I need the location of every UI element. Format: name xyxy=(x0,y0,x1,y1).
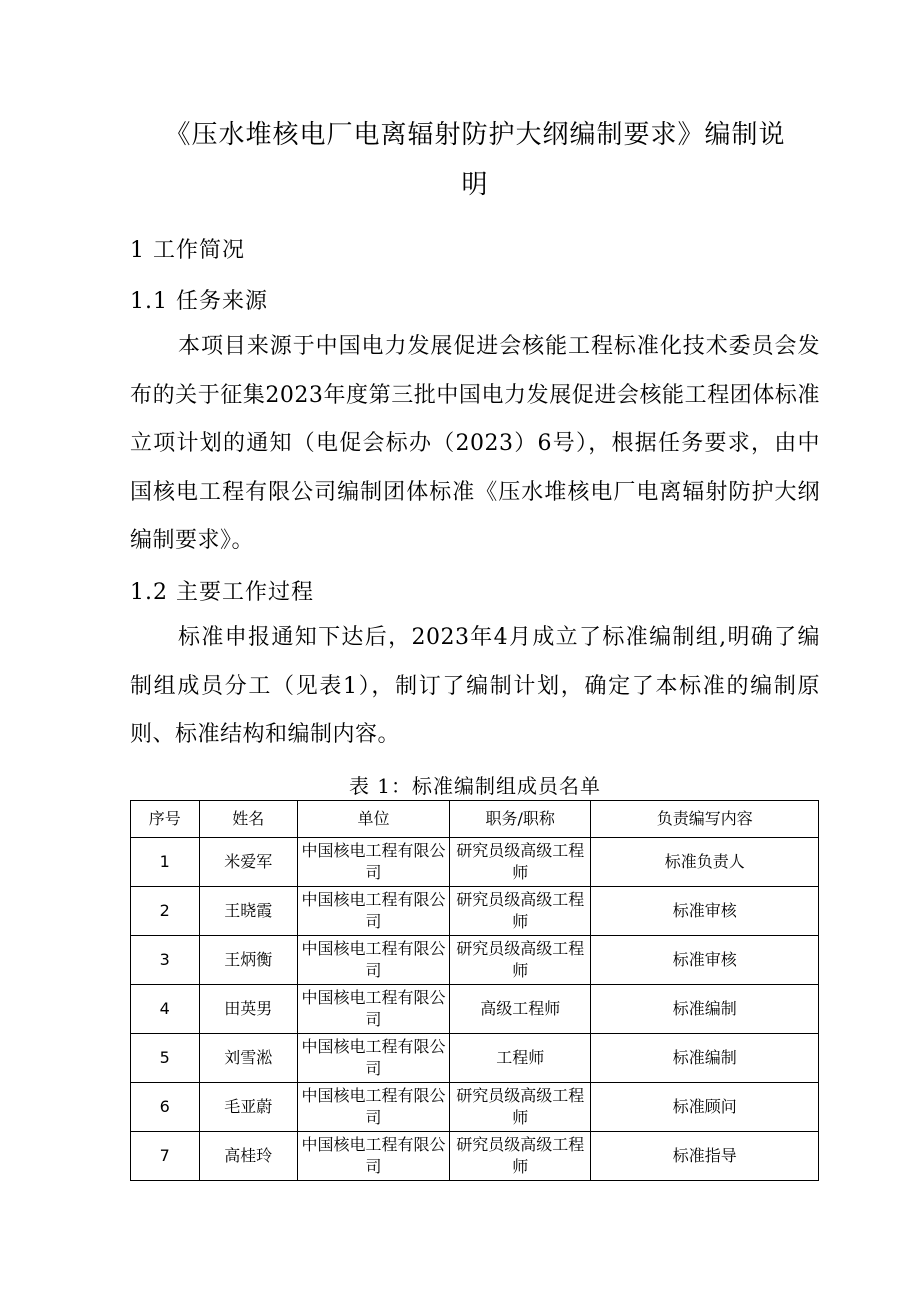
cell-duty: 标准顾问 xyxy=(591,1083,819,1132)
members-table xyxy=(130,800,819,1181)
cell-name: 王晓霞 xyxy=(199,887,298,936)
cell-name: 田英男 xyxy=(199,985,298,1034)
section-1-1-body: 本项目来源于中国电力发展促进会核能工程标准化技术委员会发布的关于征集2023年度第三批中国电力发展促进会核能工程团体标准立项计划的通知（电促会标办（2023）6号），根据任务要求，由中国核电工程有限公司编制团体标准《压水堆核电厂电离辐射防护大纲编制要求》。 xyxy=(130,334,820,553)
section-1-heading: 1 工作简况 xyxy=(130,238,245,263)
table-row xyxy=(131,985,819,1034)
cell-duty: 标准审核 xyxy=(591,936,819,985)
cell-title: 工程师 xyxy=(450,1034,591,1083)
cell-unit: 中国核电工程有限公司 xyxy=(298,1083,450,1132)
cell-no: 2 xyxy=(131,887,200,936)
cell-unit: 中国核电工程有限公司 xyxy=(298,887,450,936)
cell-name: 毛亚蔚 xyxy=(199,1083,298,1132)
cell-no: 5 xyxy=(131,1034,200,1083)
document-title-line2: 明 xyxy=(461,170,489,200)
header-no: 序号 xyxy=(131,801,200,838)
cell-duty: 标准编制 xyxy=(591,1034,819,1083)
cell-title: 研究员级高级工程师 xyxy=(450,887,591,936)
cell-unit: 中国核电工程有限公司 xyxy=(298,1034,450,1083)
section-1-1-heading: 1.1 任务来源 xyxy=(130,289,268,314)
cell-unit: 中国核电工程有限公司 xyxy=(298,936,450,985)
header-unit: 单位 xyxy=(298,801,450,838)
cell-no: 7 xyxy=(131,1132,200,1181)
table-row xyxy=(131,1083,819,1132)
cell-no: 4 xyxy=(131,985,200,1034)
cell-title: 研究员级高级工程师 xyxy=(450,838,591,887)
cell-unit: 中国核电工程有限公司 xyxy=(298,838,450,887)
header-title: 职务/职称 xyxy=(450,801,591,838)
cell-title: 研究员级高级工程师 xyxy=(450,1132,591,1181)
cell-duty: 标准指导 xyxy=(591,1132,819,1181)
section-1-2-heading: 1.2 主要工作过程 xyxy=(130,580,314,605)
cell-no: 6 xyxy=(131,1083,200,1132)
document-title-line1: 《压水堆核电厂电离辐射防护大纲编制要求》编制说 xyxy=(164,120,786,150)
cell-title: 研究员级高级工程师 xyxy=(450,1083,591,1132)
cell-unit: 中国核电工程有限公司 xyxy=(298,985,450,1034)
cell-no: 3 xyxy=(131,936,200,985)
cell-name: 王炳衡 xyxy=(199,936,298,985)
cell-name: 米爱军 xyxy=(199,838,298,887)
cell-title: 研究员级高级工程师 xyxy=(450,936,591,985)
section-1-2-body: 标准申报通知下达后，2023年4月成立了标准编制组,明确了编制组成员分工（见表1），制订了编制计划，确定了本标准的编制原则、标准结构和编制内容。 xyxy=(130,625,820,747)
table-row xyxy=(131,838,819,887)
table-row xyxy=(131,936,819,985)
cell-no: 1 xyxy=(131,838,200,887)
cell-duty: 标准审核 xyxy=(591,887,819,936)
cell-name: 高桂玲 xyxy=(199,1132,298,1181)
cell-duty: 标准编制 xyxy=(591,985,819,1034)
cell-name: 刘雪淞 xyxy=(199,1034,298,1083)
table-row xyxy=(131,1132,819,1181)
cell-unit: 中国核电工程有限公司 xyxy=(298,1132,450,1181)
table-header-row xyxy=(131,801,819,838)
table-row xyxy=(131,887,819,936)
table-caption: 表 1：标准编制组成员名单 xyxy=(348,774,602,798)
header-name: 姓名 xyxy=(199,801,298,838)
cell-title: 高级工程师 xyxy=(450,985,591,1034)
cell-duty: 标准负责人 xyxy=(591,838,819,887)
table-row xyxy=(131,1034,819,1083)
header-duty: 负责编写内容 xyxy=(591,801,819,838)
